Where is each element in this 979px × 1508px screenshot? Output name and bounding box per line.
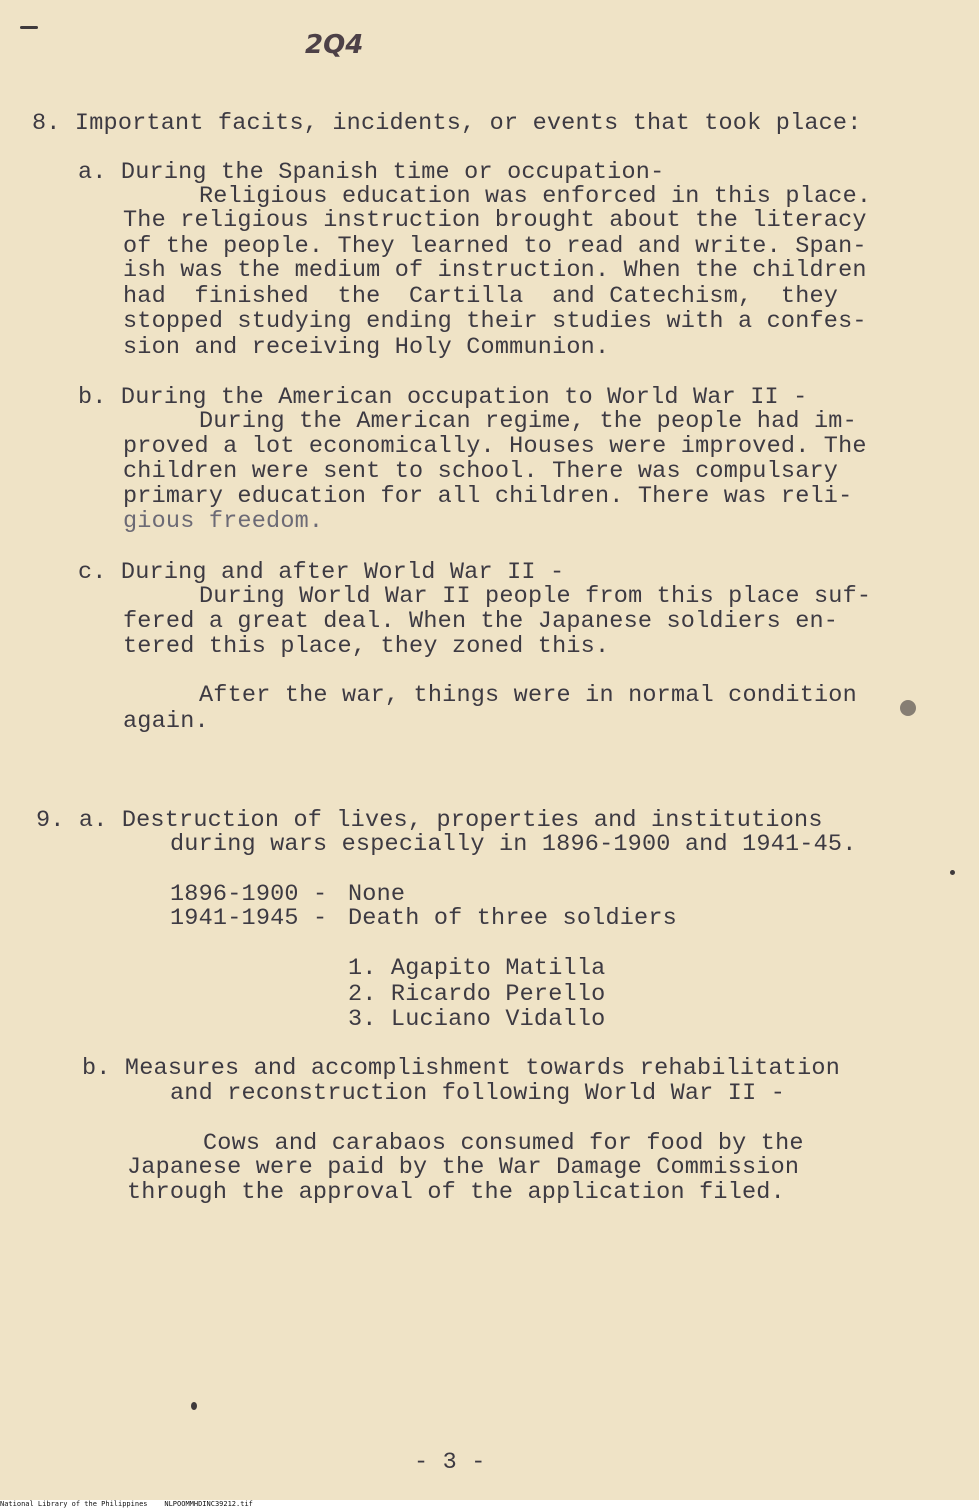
section-8a-line: stopped studying ending their studies with a confes- <box>123 308 867 335</box>
section-9b-line: Japanese were paid by the War Damage Commission <box>127 1154 800 1181</box>
ink-mark <box>20 26 38 29</box>
section-8b-line: gious freedom. <box>123 508 324 535</box>
section-8b-title: b. During the American occupation to World War II - <box>78 384 808 411</box>
section-8c-title: c. During and after World War II - <box>78 559 565 586</box>
section-8b-line: During the American regime, the people had im- <box>199 408 857 435</box>
section-8a-line: The religious instruction brought about the literacy <box>123 207 867 234</box>
section-9b-line: Cows and carabaos consumed for food by the <box>203 1130 804 1157</box>
section-8c-line: tered this place, they zoned this. <box>123 633 610 660</box>
section-8-heading: 8. Important facits, incidents, or events that took place: <box>32 110 862 137</box>
section-8b-line: children were sent to school. There was compulsary <box>123 458 839 485</box>
soldier-name: 1. Agapito Matilla <box>348 955 606 982</box>
section-8c-line: During World War II people from this place suf- <box>199 583 872 610</box>
ink-speck <box>950 870 955 875</box>
section-9b-line: through the approval of the application filed. <box>127 1179 785 1206</box>
section-8a-line: had finished the Cartilla and Catechism, they <box>123 283 839 310</box>
section-9a-title: 9. a. Destruction of lives, properties and institutions <box>36 807 823 834</box>
section-9b-title-cont: and reconstruction following World War II - <box>170 1080 785 1107</box>
section-8a-line: Religious education was enforced in this place. <box>199 183 872 210</box>
section-9b-title: b. Measures and accomplishment towards rehabilitation <box>82 1055 841 1082</box>
section-8c-after-line: again. <box>123 708 209 735</box>
section-8c-after-line: After the war, things were in normal condition <box>199 682 857 709</box>
footer-source: National Library of the Philippines <box>0 1500 148 1508</box>
page-number: - 3 - <box>414 1449 486 1476</box>
scan-footer <box>0 1500 979 1508</box>
handwritten-page-ref: 2Q4 <box>305 30 364 60</box>
section-8a-line: ish was the medium of instruction. When the children <box>123 257 867 284</box>
ink-blot <box>900 700 916 716</box>
section-8a-line: sion and receiving Holy Communion. <box>123 334 610 361</box>
soldier-name: 2. Ricardo Perello <box>348 981 606 1008</box>
period-desc: Death of three soldiers <box>348 905 677 932</box>
section-8b-line: proved a lot economically. Houses were improved. The <box>123 433 867 460</box>
period-years: 1941-1945 - <box>170 905 328 932</box>
footer-file: NLPOOMMHDINC39212.tif <box>164 1500 253 1508</box>
section-8a-line: of the people. They learned to read and write. Span- <box>123 233 867 260</box>
section-9a-title-cont: during wars especially in 1896-1900 and 1941-45. <box>170 831 857 858</box>
section-8c-line: fered a great deal. When the Japanese soldiers en- <box>123 608 839 635</box>
section-8b-line: primary education for all children. There was reli- <box>123 483 853 510</box>
period-desc: None <box>348 881 406 908</box>
soldier-name: 3. Luciano Vidallo <box>348 1006 606 1033</box>
period-years: 1896-1900 - <box>170 881 328 908</box>
section-8a-title: a. During the Spanish time or occupation- <box>78 159 665 186</box>
ink-speck <box>191 1402 197 1410</box>
